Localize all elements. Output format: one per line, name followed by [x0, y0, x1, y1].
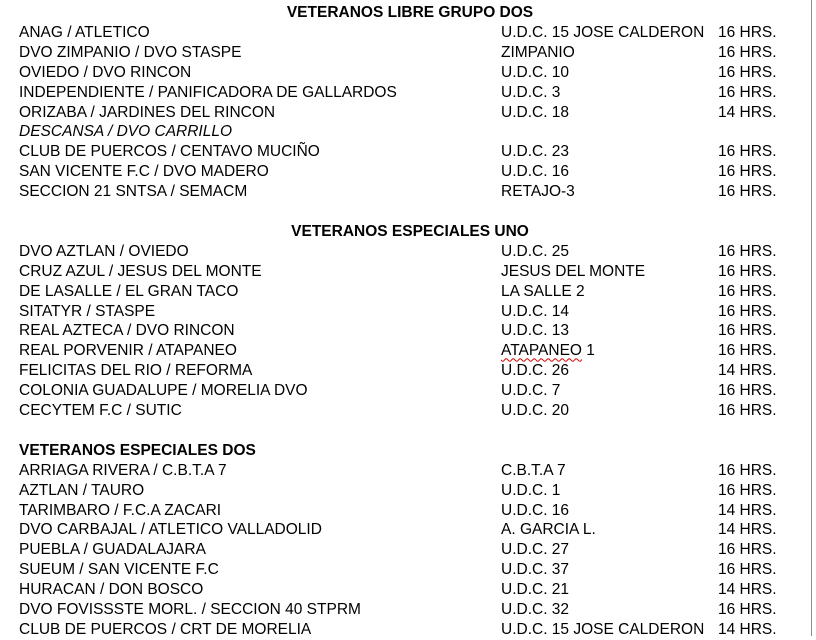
time-label: 16 HRS. [718, 242, 777, 260]
venue-label: A. GARCIA L. [501, 521, 596, 539]
time-label: 16 HRS. [718, 382, 777, 400]
table-row [19, 142, 809, 162]
table-row [19, 401, 809, 421]
time-label: 16 HRS. [718, 541, 777, 559]
section-title-especiales-uno: VETERANOS ESPECIALES UNO [291, 222, 529, 240]
time-label: 16 HRS. [718, 402, 777, 420]
time-label: 16 HRS. [718, 24, 777, 41]
blank-line [19, 421, 809, 441]
venue-label: U.D.C. 32 [501, 601, 570, 619]
venue-label: U.D.C. 16 [501, 501, 570, 519]
match-label: ANAG / ATLETICO [19, 24, 150, 41]
match-label: DVO AZTLAN / OVIEDO [19, 242, 189, 260]
table-row [19, 361, 809, 381]
match-label: TARIMBARO / F.C.A ZACARI [19, 501, 222, 519]
venue-label: U.D.C. 23 [501, 143, 570, 161]
match-label: DVO ZIMPANIO / DVO STASPE [19, 43, 242, 61]
table-row [19, 321, 809, 341]
time-label: 16 HRS. [718, 63, 777, 81]
venue-label: U.D.C. 21 [501, 581, 570, 599]
table-row [19, 620, 809, 640]
table-row [19, 481, 809, 501]
table-row [19, 461, 809, 481]
venue-label: U.D.C. 15 JOSE CALDERON [501, 24, 705, 41]
venue-label: U.D.C. 20 [501, 402, 570, 420]
venue-label: U.D.C. 14 [501, 302, 570, 320]
match-label: SECCION 21 SNTSA / SEMACM [19, 183, 248, 201]
venue-label: ZIMPANIO [501, 43, 575, 61]
venue-label: U.D.C. 26 [501, 362, 570, 380]
blank-line [19, 202, 809, 222]
venue-label: U.D.C. 1 [501, 481, 561, 499]
time-label: 14 HRS. [718, 103, 777, 121]
table-row [19, 262, 809, 282]
match-label: INDEPENDIENTE / PANIFICADORA DE GALLARDOS [19, 83, 397, 101]
time-label: 16 HRS. [718, 183, 777, 201]
venue-label: C.B.T.A 7 [501, 461, 566, 479]
table-row [19, 83, 809, 103]
time-label: 16 HRS. [718, 83, 777, 101]
table-row [19, 520, 809, 540]
match-label: ARRIAGA RIVERA / C.B.T.A 7 [19, 461, 227, 479]
time-label: 16 HRS. [718, 262, 777, 280]
time-label: 14 HRS. [718, 362, 777, 380]
match-label: FELICITAS DEL RIO / REFORMA [19, 362, 253, 380]
spellcheck-flagged-word: ATAPANEO [501, 342, 582, 360]
match-label: SAN VICENTE F.C / DVO MADERO [19, 163, 269, 181]
match-label: ORIZABA / JARDINES DEL RINCON [19, 103, 276, 121]
time-label: 14 HRS. [718, 581, 777, 599]
match-label: PUEBLA / GUADALAJARA [19, 541, 206, 559]
table-row [19, 302, 809, 322]
time-label: 14 HRS. [718, 521, 777, 539]
venue-label: U.D.C. 18 [501, 103, 570, 121]
table-row [19, 381, 809, 401]
document-body [19, 3, 809, 640]
table-row [19, 43, 809, 63]
time-label: 16 HRS. [718, 302, 777, 320]
match-label: DVO CARBAJAL / ATLETICO VALLADOLID [19, 521, 322, 539]
match-label: AZTLAN / TAURO [19, 481, 145, 499]
venue-label [501, 341, 595, 361]
time-label: 16 HRS. [718, 282, 777, 300]
time-label: 14 HRS. [718, 620, 777, 638]
venue-label: LA SALLE 2 [501, 282, 585, 300]
table-row-rest [19, 122, 809, 142]
time-label: 16 HRS. [718, 322, 777, 340]
time-label: 16 HRS. [718, 43, 777, 61]
venue-label: RETAJO-3 [501, 183, 575, 201]
match-label: OVIEDO / DVO RINCON [19, 63, 192, 81]
table-row [19, 282, 809, 302]
venue-label: U.D.C. 13 [501, 322, 570, 340]
venue-label: U.D.C. 7 [501, 382, 561, 400]
venue-label: JESUS DEL MONTE [501, 262, 646, 280]
venue-label: U.D.C. 10 [501, 63, 570, 81]
match-label: CLUB DE PUERCOS / CENTAVO MUCIÑO [19, 143, 320, 161]
table-row [19, 103, 809, 123]
match-label: REAL AZTECA / DVO RINCON [19, 322, 235, 340]
time-label: 16 HRS. [718, 461, 777, 479]
venue-label: U.D.C. 16 [501, 163, 570, 181]
venue-label: U.D.C. 15 JOSE CALDERON [501, 620, 705, 638]
match-label: SITATYR / STASPE [19, 302, 156, 320]
time-label: 16 HRS. [718, 561, 777, 579]
table-row [19, 580, 809, 600]
venue-label: U.D.C. 25 [501, 242, 570, 260]
table-row [19, 23, 809, 43]
table-row [19, 600, 809, 620]
time-label: 16 HRS. [718, 601, 777, 619]
time-label: 16 HRS. [718, 163, 777, 181]
venue-label: U.D.C. 3 [501, 83, 561, 101]
match-label: CLUB DE PUERCOS / CRT DE MORELIA [19, 620, 312, 638]
venue-label: U.D.C. 37 [501, 561, 570, 579]
match-label: REAL PORVENIR / ATAPANEO [19, 342, 237, 360]
page-edge [811, 0, 812, 636]
time-label: 16 HRS. [718, 342, 777, 360]
match-label: SUEUM / SAN VICENTE F.C [19, 561, 219, 579]
table-row [19, 341, 809, 361]
match-label: CRUZ AZUL / JESUS DEL MONTE [19, 262, 262, 280]
match-label: DE LASALLE / EL GRAN TACO [19, 282, 239, 300]
match-label: HURACAN / DON BOSCO [19, 581, 204, 599]
match-label: DESCANSA / DVO CARRILLO [19, 123, 233, 141]
match-label: COLONIA GUADALUPE / MORELIA DVO [19, 382, 308, 400]
venue-suffix: 1 [581, 342, 595, 360]
match-label: DVO FOVISSSTE MORL. / SECCION 40 STPRM [19, 601, 361, 619]
section-title-especiales-dos: VETERANOS ESPECIALES DOS [19, 441, 256, 459]
table-row [19, 560, 809, 580]
match-label: CECYTEM F.C / SUTIC [19, 402, 182, 420]
table-row [19, 540, 809, 560]
table-row [19, 182, 809, 202]
table-row [19, 501, 809, 521]
venue-label: U.D.C. 27 [501, 541, 570, 559]
table-row [19, 63, 809, 83]
time-label: 16 HRS. [718, 481, 777, 499]
time-label: 14 HRS. [718, 501, 777, 519]
table-row [19, 242, 809, 262]
section-title-libre-grupo-dos: VETERANOS LIBRE GRUPO DOS [286, 4, 534, 21]
table-row [19, 162, 809, 182]
time-label: 16 HRS. [718, 143, 777, 161]
